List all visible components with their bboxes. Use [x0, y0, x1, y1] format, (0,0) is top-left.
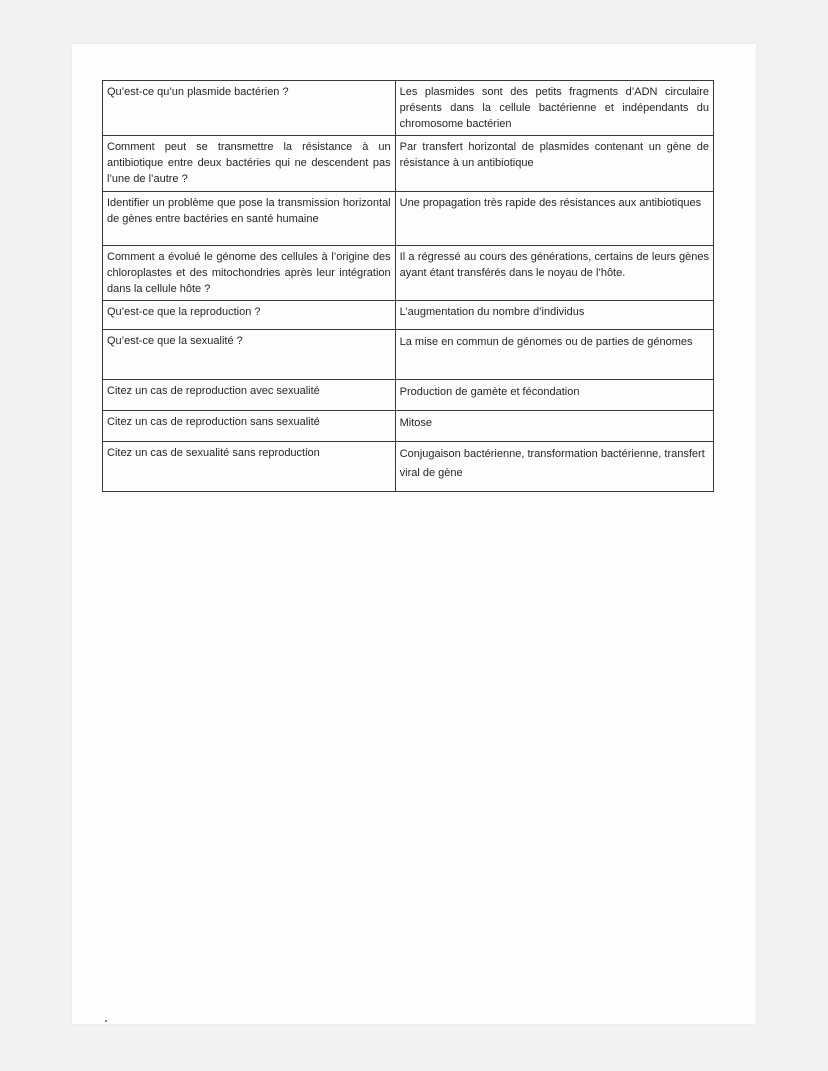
answer-cell: Il a régressé au cours des générations, certains de leurs gènes ayant étant transférés dans le noyau de l’hôte. [395, 246, 713, 301]
answer-cell: Une propagation très rapide des résistances aux antibiotiques [395, 192, 713, 246]
answer-cell: Les plasmides sont des petits fragments d’ADN circulaire présents dans la cellule bactérienne et indépendants du chromosome bactérien [395, 81, 713, 136]
answer-cell: Par transfert horizontal de plasmides contenant un gène de résistance à un antibiotique [395, 136, 713, 192]
answer-cell: L’augmentation du nombre d’individus [395, 301, 713, 330]
answer-cell: Production de gamète et fécondation [395, 380, 713, 411]
question-cell: Qu’est-ce que la sexualité ? [103, 330, 396, 380]
question-cell: Citez un cas de reproduction avec sexualité [103, 380, 396, 411]
table-row [103, 192, 714, 246]
table-row [103, 301, 714, 330]
table-row [103, 136, 714, 192]
table-row [103, 330, 714, 380]
question-cell: Qu’est-ce qu’un plasmide bactérien ? [103, 81, 396, 136]
question-cell: Citez un cas de reproduction sans sexualité [103, 411, 396, 442]
question-cell: Identifier un problème que pose la transmission horizontal de gènes entre bactéries en santé humaine [103, 192, 396, 246]
question-cell: Comment a évolué le génome des cellules à l’origine des chloroplastes et des mitochondries après leur intégration dans la cellule hôte ? [103, 246, 396, 301]
answer-cell: La mise en commun de génomes ou de parties de génomes [395, 330, 713, 380]
table-row [103, 81, 714, 136]
table-row [103, 246, 714, 301]
qa-table [102, 80, 714, 492]
question-cell: Comment peut se transmettre la résistance à un antibiotique entre deux bactéries qui ne descendent pas l’une de l’autre ? [103, 136, 396, 192]
question-cell: Citez un cas de sexualité sans reproduction [103, 442, 396, 492]
table-row [103, 442, 714, 492]
table-row [103, 411, 714, 442]
ink-speck [105, 1020, 107, 1022]
answer-cell: Mitose [395, 411, 713, 442]
answer-cell: Conjugaison bactérienne, transformation bactérienne, transfert viral de gène [395, 442, 713, 492]
table-row [103, 380, 714, 411]
question-cell: Qu’est-ce que la reproduction ? [103, 301, 396, 330]
